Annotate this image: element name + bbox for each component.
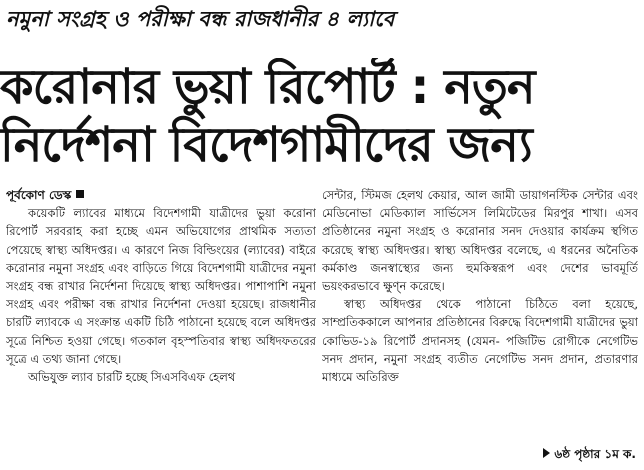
byline-text: পূর্বকোণ ডেস্ক	[6, 188, 72, 202]
main-headline	[0, 58, 644, 174]
article-column-left	[6, 186, 316, 470]
byline	[6, 186, 316, 204]
jump-text: ৬ষ্ঠ পৃষ্ঠার ১ম ক.	[554, 447, 636, 461]
square-bullet-icon	[76, 190, 84, 198]
paragraph: কয়েকটি ল্যাবের মাধ্যমে বিদেশগামী যাত্রীদের ভুয়া করোনা রিপোর্ট সরবরাহ করা হচ্ছে এমন অভিযোগের প্রাথমিক সত্যতা পেয়েছে স্বাস্থ্য অধিদপ্তর। এ কারণে নিজ বিল্ডিংয়ের (ল্যাবের) বাইরে করোনার নমুনা সংগ্রহ এবং বাড়িতে গিয়ে বিদেশগামী যাত্রীদের নমুনা সংগ্রহ বন্ধ রাখার নির্দেশনা দিয়েছে স্বাস্থ্য অধিদপ্তর। পাশাপাশি নমুনা সংগ্রহ এবং পরীক্ষা বন্ধ রাখার নির্দেশনা দেওয়া হয়েছে। রাজধানীর চারটি ল্যাবকে এ সংক্রান্ত একটি চিঠি পাঠানো হয়েছে বলে অধিদপ্তর সূত্রে নিশ্চিত হওয়া গেছে। গতকাল বৃহস্পতিবার স্বাস্থ্য অধিদফতরের সূত্রে এ তথ্য জানা গেছে।	[6, 206, 316, 366]
paragraph: অভিযুক্ত ল্যাব চারটি হচ্ছে সিএসবিএফ হেলথ	[28, 370, 236, 385]
headline-line-2: নির্দেশনা বিদেশগামীদের জন্য	[0, 117, 532, 173]
paragraph-continued: সেন্টার, স্টিমজ হেলথ কেয়ার, আল জামী ডায়াগনস্টিক সেন্টার এবং মেডিনোভা মেডিক্যাল সার্ভিসেস লিমিটেডের মিরপুর শাখা। এসব প্রতিষ্ঠানের নমুনা সংগ্রহ ও করোনার সনদ দেওয়ার কার্যক্রম স্থগিত করেছে স্বাস্থ্য অধিদপ্তর। স্বাস্থ্য অধিদপ্তর বলেছে, এ ধরনের অনৈতিক কর্মকাণ্ড জনস্বাস্থ্যের জন্য হুমকিস্বরূপ এবং দেশের ভাবমূর্তি ভয়ংকরভাবে ক্ষুণ্ন করেছে।	[322, 188, 638, 294]
continued-on-page	[537, 446, 636, 466]
kicker-headline: নমুনা সংগ্রহ ও পরীক্ষা বন্ধ রাজধানীর ৪ ল্যাবে	[6, 7, 395, 31]
headline-line-1: করোনার ভুয়া রিপোর্ট : নতুন	[0, 59, 535, 115]
paragraph: স্বাস্থ্য অধিদপ্তর থেকে পাঠানো চিঠিতে বলা হয়েছে, সাম্প্রতিককালে আপনার প্রতিষ্ঠানের বিরুদ্ধে বিদেশগামী যাত্রীদের ভুয়া কোভিড-১৯ রিপোর্ট প্রদানসহ (যেমন- পজিটিভ রোগীকে নেগেটিভ সনদ প্রদান, নমুনা সংগ্রহ ব্যতীত নেগেটিভ সনদ প্রদান, প্রতারণার মাধ্যমে অতিরিক্ত	[322, 297, 638, 385]
arrow-right-icon	[543, 448, 550, 458]
article-column-right	[322, 186, 638, 470]
